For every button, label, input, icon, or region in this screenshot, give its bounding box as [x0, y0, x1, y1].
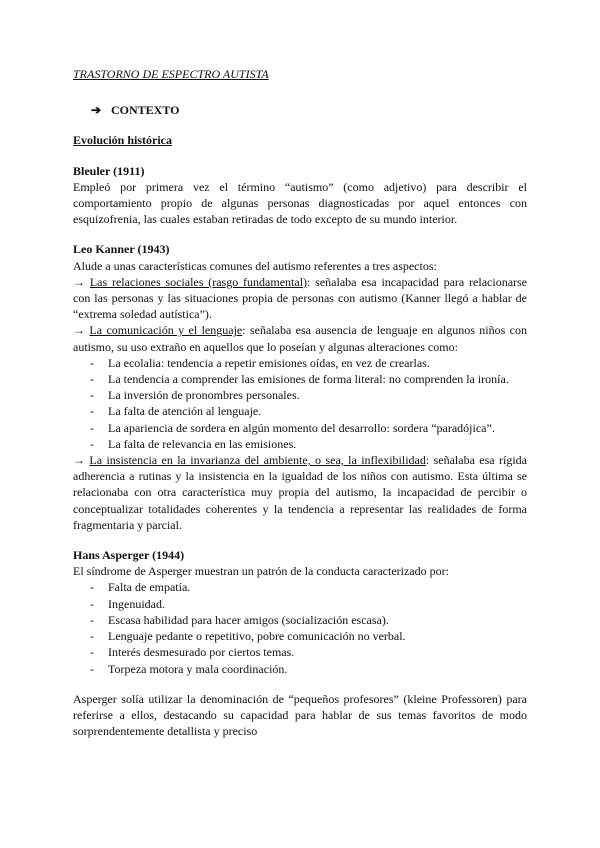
- arrow-right-icon: ➔: [91, 103, 102, 118]
- context-label: CONTEXTO: [111, 103, 180, 118]
- kanner-heading: Leo Kanner (1943): [73, 242, 170, 257]
- list-item: - Ingenuidad.: [90, 596, 527, 612]
- asperger-intro: El síndrome de Asperger muestran un patrón de la conducta caracterizado por:: [73, 564, 449, 579]
- arrow-icon: →: [73, 453, 85, 468]
- kanner-point-inflexibility: [73, 452, 527, 533]
- kanner-point-inflexibility-text: : señalaba esa rígida adherencia a rutinas y la insistencia en la igualdad de los niños con autismo. Esta última se relacionaba con otra característica muy propia del autismo, la incapacidad de percibir o conceptualizar totalidades coherentes y la tendencia a representar las realidades de forma fragmentaria y parcial.: [73, 453, 528, 532]
- asperger-section: [73, 547, 527, 739]
- kanner-point-language-label: La comunicación y el lenguaje: [89, 323, 243, 338]
- context-heading: [91, 102, 527, 118]
- bleuler-section: [73, 163, 527, 228]
- kanner-point-language-text: : señalaba esa ausencia de lenguaje en algunos niños con autismo, su uso extraño en aquellos que lo poseían y algunas alteraciones como:: [73, 323, 528, 354]
- kanner-point-social-text: : señalaba esa incapacidad para relacionarse con las personas y las situaciones propia de personas con autismo (Kanner llegó a hablar de “extrema soledad autística”).: [73, 274, 528, 322]
- kanner-point-language: [73, 322, 527, 354]
- kanner-point-social-label: Las relaciones sociales (rasgo fundamental): [89, 274, 308, 289]
- list-item: - La inversión de pronombres personales.: [90, 387, 527, 403]
- list-item: - La ecolalia: tendencia a repetir emisiones oídas, en vez de crearlas.: [90, 355, 527, 371]
- document-title: TRASTORNO DE ESPECTRO AUTISTA: [73, 67, 269, 81]
- list-item: - La tendencia a comprender las emisiones de forma literal: no comprenden la ironía.: [90, 371, 527, 387]
- bleuler-heading: Bleuler (1911): [73, 163, 145, 178]
- list-item: - Torpeza motora y mala coordinación.: [90, 661, 527, 677]
- arrow-icon: →: [73, 274, 85, 289]
- list-item: - Falta de empatía.: [90, 579, 527, 595]
- kanner-section: [73, 241, 527, 533]
- list-item: - La apariencia de sordera en algún momento del desarrollo: sordera “paradójica”.: [90, 420, 527, 436]
- asperger-heading: Hans Asperger (1944): [73, 548, 185, 563]
- section-heading: Evolución histórica: [73, 133, 173, 148]
- arrow-icon: →: [73, 323, 85, 338]
- asperger-closing: Asperger solía utilizar la denominación de “pequeños profesores” (kleine Professoren) para referirse a ellos, destacando su capacidad para hablar de sus temas favoritos de modo sorprendentemente detallista y preciso: [73, 691, 527, 739]
- asperger-list: [73, 579, 527, 676]
- list-item: - La falta de atención al lenguaje.: [90, 403, 527, 419]
- kanner-intro: Alude a unas características comunes del autismo referentes a tres aspectos:: [73, 258, 437, 273]
- list-item: - Interés desmesurado por ciertos temas.: [90, 644, 527, 660]
- kanner-language-list: [73, 355, 527, 452]
- list-item: - Lenguaje pedante o repetitivo, pobre comunicación no verbal.: [90, 628, 527, 644]
- list-item: - Escasa habilidad para hacer amigos (socialización escasa).: [90, 612, 527, 628]
- document-page: [73, 66, 527, 739]
- kanner-point-inflexibility-label: La insistencia en la invarianza del ambiente, o sea, la inflexibilidad: [89, 453, 426, 468]
- kanner-point-social: [73, 274, 527, 323]
- bleuler-text: Empleó por primera vez el término “autismo” (como adjetivo) para describir el comportamiento propio de algunas personas diagnosticadas por aquel entonces con esquizofrenia, las cuales estaban retiradas de todo excepto de su mundo interior.: [73, 179, 527, 227]
- list-item: - La falta de relevancia en las emisiones.: [90, 436, 527, 452]
